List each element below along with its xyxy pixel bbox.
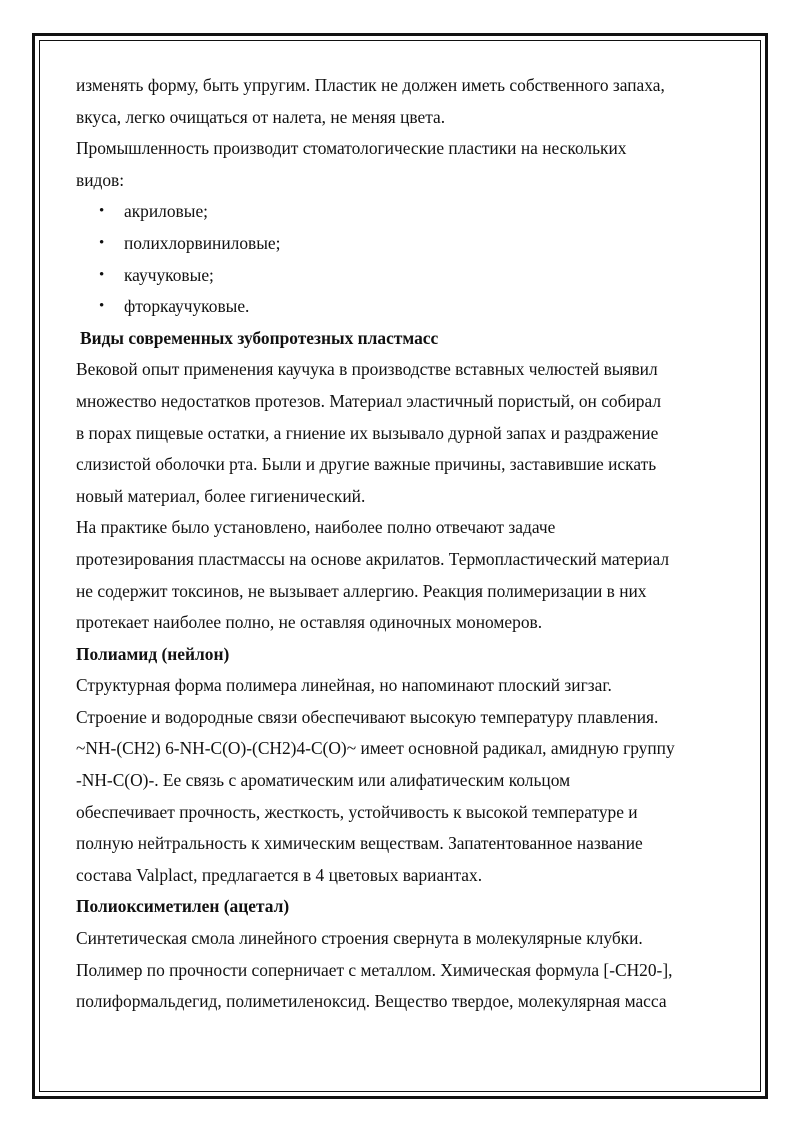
text-line: протезирования пластмассы на основе акрилатов. Термопластический материал (76, 548, 670, 569)
list-item: • каучуковые; (124, 260, 736, 292)
text-line: видов: (76, 169, 125, 190)
text-line: Промышленность производит стоматологические пластики на нескольких (76, 138, 627, 159)
text-line: вкуса, легко очищаться от налета, не меняя цвета. (76, 106, 446, 127)
text-line: Структурная форма полимера линейная, но напоминают плоский зигзаг. (76, 675, 612, 696)
text-line: множество недостатков протезов. Материал эластичный пористый, он собирал (76, 390, 662, 411)
section-heading: Полиамид (нейлон) (76, 643, 230, 664)
list-item: • фторкаучуковые. (124, 291, 736, 323)
text-line: обеспечивает прочность, жесткость, устойчивость к высокой температуре и (76, 801, 638, 822)
text-line: ~NH-(CH2) 6-NH-C(O)-(CH2)4-C(O)~ имеет основной радикал, амидную группу (76, 738, 675, 759)
text-line: не содержит токсинов, не вызывает аллергию. Реакция полимеризации в них (76, 580, 647, 601)
text-line: новый материал, более гигиенический. (76, 485, 366, 506)
section-heading: Полиоксиметилен (ацетал) (76, 896, 290, 917)
text-line: -NH-C(O)-. Ее связь с ароматическим или алифатическим кольцом (76, 770, 571, 791)
text-line: Синтетическая смола линейного строения свернута в молекулярные клубки. (76, 928, 643, 949)
text-line: полиформальдегид, полиметиленоксид. Вещество твердое, молекулярная масса (76, 991, 667, 1012)
text-line: Вековой опыт применения каучука в производстве вставных челюстей выявил (76, 359, 658, 380)
text-line: слизистой оболочки рта. Были и другие важные причины, заставившие искать (76, 454, 657, 475)
plastics-list (76, 196, 736, 322)
text-line: протекает наиболее полно, не оставляя одиночных мономеров. (76, 612, 543, 633)
text-line: состава Valplact, предлагается в 4 цветовых вариантах. (76, 864, 483, 885)
text-line: На практике было установлено, наиболее полно отвечают задаче (76, 517, 556, 538)
text-line: полную нейтральность к химическим веществам. Запатентованное название (76, 833, 643, 854)
text-line: в порах пищевые остатки, а гниение их вызывало дурной запах и раздражение (76, 422, 659, 443)
text-line: изменять форму, быть упругим. Пластик не должен иметь собственного запаха, (76, 75, 665, 95)
list-item: • полихлорвиниловые; (124, 228, 736, 260)
section-heading: Виды современных зубопротезных пластмасс (80, 327, 439, 348)
text-line: Полимер по прочности соперничает с металлом. Химическая формула [-CH20-], (76, 959, 673, 980)
document-body (76, 70, 736, 1018)
list-item: • акриловые; (124, 196, 736, 228)
text-line: Строение и водородные связи обеспечивают высокую температуру плавления. (76, 706, 659, 727)
